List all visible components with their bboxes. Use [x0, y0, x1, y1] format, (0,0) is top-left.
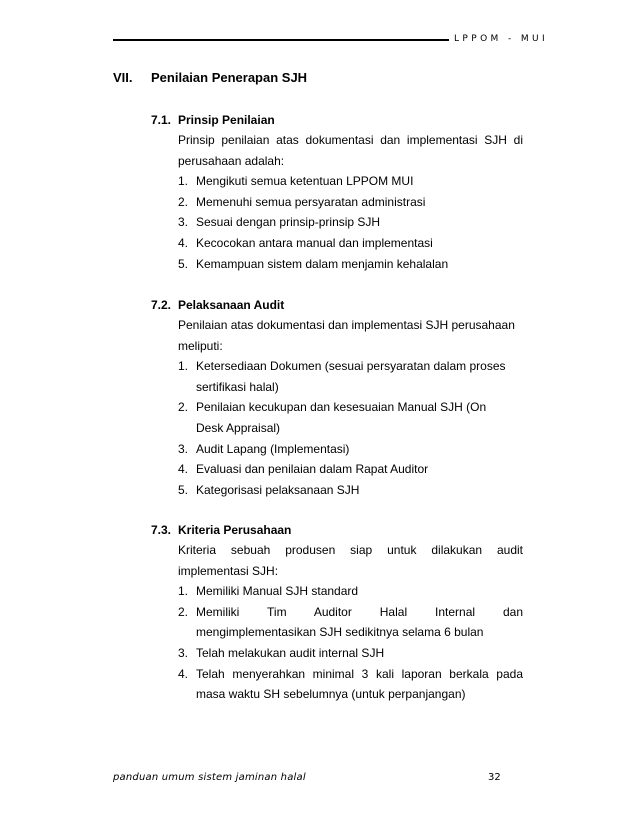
section-number: 7.2. [151, 298, 172, 312]
item-number: 3. [178, 645, 189, 660]
chapter-title: Penilaian Penerapan SJH [151, 70, 308, 85]
list-item [178, 254, 523, 275]
item-text: Penilaian kecukupan dan kesesuaian Manual SJH (On Desk Appraisal) [196, 400, 487, 435]
item-text: Audit Lapang (Implementasi) [196, 441, 350, 456]
audit-list [178, 356, 523, 500]
section-title: Pelaksanaan Audit [178, 298, 285, 312]
section-intro [178, 315, 523, 356]
section-title: Prinsip Penilaian [178, 113, 275, 127]
list-item [178, 439, 507, 460]
footer-title: panduan umum sistem jaminan halal [113, 772, 306, 783]
list-item [178, 356, 507, 397]
list-item [178, 171, 523, 192]
section-intro [178, 540, 523, 581]
item-number: 4. [178, 666, 189, 681]
item-text: Sesuai dengan prinsip-prinsip SJH [196, 215, 381, 230]
header-rule [113, 39, 449, 41]
list-item [178, 397, 507, 438]
item-text: Kategorisasi pelaksanaan SJH [196, 482, 360, 497]
list-item [178, 233, 523, 254]
item-number: 2. [178, 194, 189, 209]
item-text: Memenuhi semua persyaratan administrasi [196, 194, 426, 209]
item-number: 4. [178, 235, 189, 250]
item-number: 5. [178, 482, 189, 497]
item-number: 1. [178, 584, 189, 599]
page-number: 32 [488, 772, 501, 783]
list-item [178, 480, 507, 501]
section-heading [151, 520, 523, 540]
list-item [178, 581, 523, 602]
list-item [178, 643, 523, 664]
list-item [178, 212, 523, 233]
company-criteria-list [178, 581, 523, 705]
item-text: Telah menyerahkan minimal 3 kali laporan berkala pada masa waktu SH sebelumnya (untuk perpanjangan) [196, 666, 523, 702]
section-heading [151, 295, 523, 315]
item-number: 1. [178, 359, 189, 374]
list-item [178, 664, 523, 705]
section-intro [178, 130, 523, 171]
item-text: Kemampuan sistem dalam menjamin kehalalan [196, 256, 449, 271]
list-item [178, 602, 523, 643]
chapter-number: VII. [113, 70, 133, 85]
criteria-list [178, 171, 523, 274]
section-number: 7.3. [151, 523, 172, 537]
item-number: 2. [178, 604, 189, 619]
section-number: 7.1. [151, 113, 172, 127]
item-number: 3. [178, 215, 189, 230]
section-7-2 [151, 295, 523, 500]
section-intro-text: Prinsip penilaian atas dokumentasi dan implementasi SJH di perusahaan adalah: [178, 133, 523, 168]
item-text: Evaluasi dan penilaian dalam Rapat Auditor [196, 462, 429, 477]
item-text: Memiliki Tim Auditor Halal Internal dan mengimplementasikan SJH sedikitnya selama 6 bulan [196, 604, 523, 640]
item-text: Telah melakukan audit internal SJH [196, 645, 385, 660]
item-number: 2. [178, 400, 189, 415]
section-intro-text: Kriteria sebuah produsen siap untuk dilakukan audit implementasi SJH: [178, 543, 523, 578]
list-item [178, 459, 507, 480]
item-number: 3. [178, 441, 189, 456]
item-number: 1. [178, 174, 189, 189]
item-text: Ketersediaan Dokumen (sesuai persyaratan dalam proses sertifikasi halal) [196, 359, 506, 394]
section-7-3 [151, 520, 523, 705]
item-text: Kecocokan antara manual dan implementasi [196, 235, 433, 250]
item-text: Memiliki Manual SJH standard [196, 584, 359, 599]
item-number: 5. [178, 256, 189, 271]
running-header: LPPOM - MUI [454, 34, 549, 44]
item-number: 4. [178, 462, 189, 477]
section-intro-text: Penilaian atas dokumentasi dan implementasi SJH perusahaan meliputi: [178, 318, 515, 353]
item-text: Mengikuti semua ketentuan LPPOM MUI [196, 174, 414, 189]
list-item [178, 192, 523, 213]
section-title: Kriteria Perusahaan [178, 523, 292, 537]
section-heading [151, 110, 523, 130]
section-7-1 [151, 110, 523, 274]
